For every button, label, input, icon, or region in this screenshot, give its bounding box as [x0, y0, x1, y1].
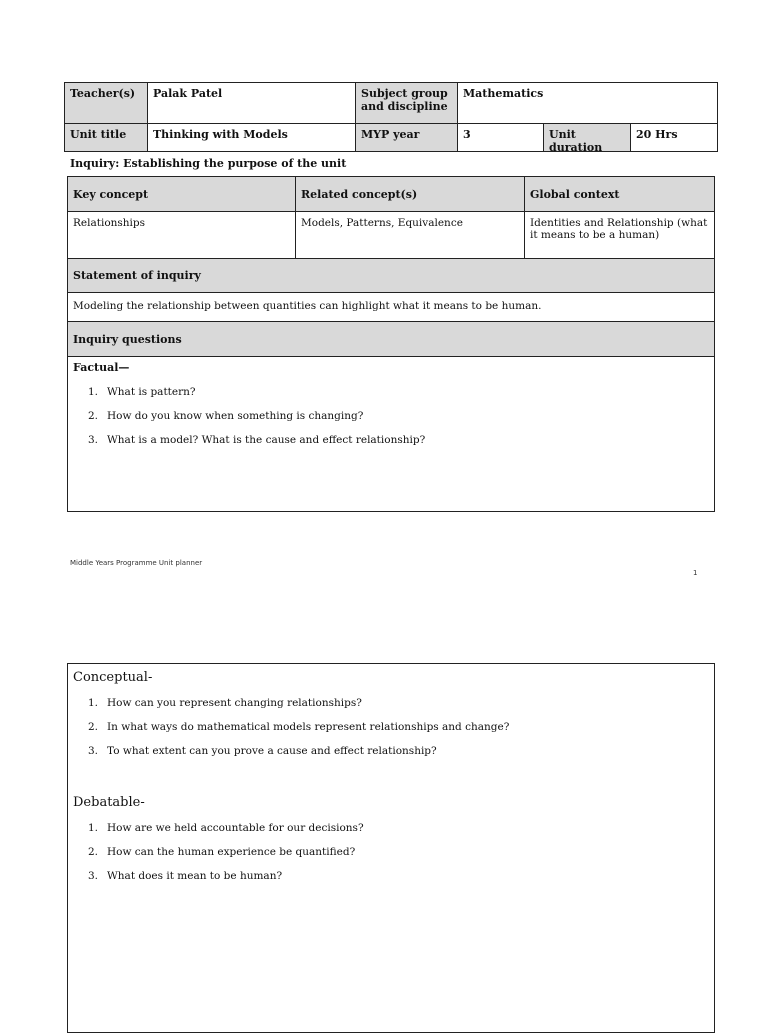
teacher-label: Teacher(s) — [64, 82, 148, 124]
factual-heading: Factual— — [73, 361, 130, 374]
unit-title-label: Unit title — [64, 123, 148, 152]
conceptual-heading: Conceptual- — [73, 670, 153, 685]
myp-year-value: 3 — [457, 123, 544, 152]
footer-label: Middle Years Programme Unit planner — [70, 559, 203, 567]
related-concepts-label: Related concept(s) — [295, 176, 525, 212]
duration-value: 20 Hrs — [630, 123, 718, 152]
global-context-label: Global context — [524, 176, 715, 212]
statement-label: Statement of inquiry — [67, 258, 715, 293]
page-number: 1 — [693, 569, 698, 577]
inquiry-questions-label: Inquiry questions — [67, 321, 715, 357]
key-concept-value: Relationships — [67, 211, 296, 259]
related-concepts-value: Models, Patterns, Equivalence — [295, 211, 525, 259]
debatable-heading: Debatable- — [73, 795, 145, 810]
myp-year-label: MYP year — [355, 123, 458, 152]
duration-label: Unit duration — [543, 123, 631, 152]
unit-title-value: Thinking with Models — [147, 123, 356, 152]
statement-value: Modeling the relationship between quantities can highlight what it means to be human. — [67, 292, 715, 322]
key-concept-label: Key concept — [67, 176, 296, 212]
inquiry-heading: Inquiry: Establishing the purpose of the unit — [70, 157, 347, 170]
teacher-value: Palak Patel — [147, 82, 356, 124]
global-context-value: Identities and Relationship (what it means to be a human) — [524, 211, 715, 259]
subject-value: Mathematics — [457, 82, 718, 124]
subject-label: Subject group and discipline — [355, 82, 458, 124]
